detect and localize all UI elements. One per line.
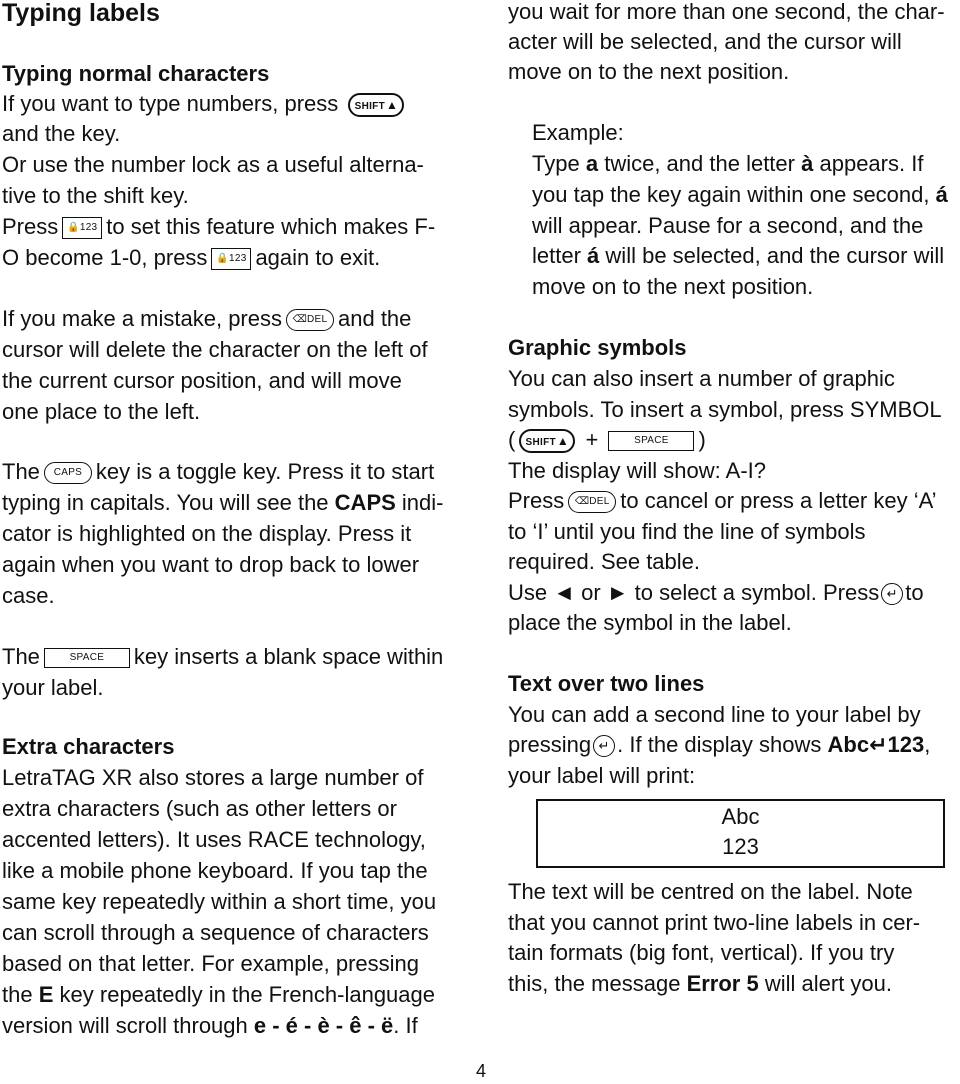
caps-key-icon: CAPS <box>44 462 92 484</box>
heading-text-over-two-lines: Text over two lines <box>508 671 705 696</box>
text: . If the display shows <box>617 732 822 757</box>
text-line <box>508 425 706 455</box>
text: again to exit. <box>255 245 381 270</box>
text-line: cator is highlighted on the display. Press it <box>2 521 412 546</box>
text: The <box>2 459 40 484</box>
label-preview-line-1: Abc <box>721 804 760 829</box>
text: version will scroll through <box>2 1013 248 1038</box>
space-key-icon: SPACE <box>44 648 130 668</box>
text-line: You can add a second line to your label by <box>508 702 921 727</box>
text-line <box>2 212 435 242</box>
text-line: that you cannot print two-line labels in cer- <box>508 910 921 935</box>
text-line: can scroll through a sequence of characters <box>2 920 429 945</box>
text-line <box>2 488 444 518</box>
text-line <box>2 980 435 1010</box>
numlock-key-icon: 🔒123 <box>62 217 102 239</box>
text-line: like a mobile phone keyboard. If you tap the <box>2 858 428 883</box>
text-line <box>508 730 930 760</box>
delete-key-icon: ⌫DEL <box>286 309 334 331</box>
text: Type <box>532 151 580 176</box>
text-line <box>2 89 408 119</box>
text-line: move on to the next position. <box>508 59 790 84</box>
text-line <box>2 642 443 672</box>
text-line: one place to the left. <box>2 399 201 424</box>
text-line: tain formats (big font, vertical). If you try <box>508 940 895 965</box>
text-line: You can also insert a number of graphic <box>508 366 895 391</box>
heading-normal-characters: Typing normal characters <box>2 61 270 86</box>
text-line <box>532 149 923 179</box>
text: appears. If <box>819 151 924 176</box>
text: and the <box>338 306 412 331</box>
bold-key-letter: E <box>38 982 54 1007</box>
text-line <box>508 578 924 608</box>
text-line: Or use the number lock as a useful alterna- <box>2 152 424 177</box>
text-line <box>2 243 380 273</box>
label-preview-line-2: 123 <box>722 834 759 859</box>
text: ( <box>508 427 516 452</box>
text: , <box>924 732 931 757</box>
space-key-icon: SPACE <box>608 431 694 451</box>
text: to cancel or press a letter key ‘A’ <box>620 488 937 513</box>
text-line: same key repeatedly within a short time, you <box>2 889 437 914</box>
page-number: 4 <box>476 1061 487 1081</box>
text: Press <box>2 214 59 239</box>
text: . If <box>393 1013 418 1038</box>
text-line: acter will be selected, and the cursor will <box>508 29 902 54</box>
text-line: based on that letter. For example, pressing <box>2 951 420 976</box>
text: you tap the key again within one second, <box>532 182 930 207</box>
text-line: the current cursor position, and will move <box>2 368 402 393</box>
text: key is a toggle key. Press it to start <box>95 459 435 484</box>
label-preview-box <box>536 799 945 868</box>
text: If you want to type numbers, press <box>2 91 339 116</box>
bold-letter: à <box>801 151 814 176</box>
text: letter <box>532 243 581 268</box>
text: this, the message <box>508 971 681 996</box>
text: will be selected, and the cursor will <box>605 243 945 268</box>
text: Press <box>508 488 565 513</box>
character-sequence: e - é - è - ê - ë <box>253 1013 394 1038</box>
text-line: The text will be centred on the label. Note <box>508 879 913 904</box>
text: Use ◄ or ► to select a symbol. Press <box>508 580 880 605</box>
text-line <box>508 969 892 999</box>
text-line: required. See table. <box>508 549 701 574</box>
delete-key-icon: ⌫DEL <box>568 491 616 513</box>
caps-indicator-text: CAPS <box>334 490 396 515</box>
text: will alert you. <box>764 971 892 996</box>
text: + <box>585 427 599 452</box>
text: twice, and the letter <box>604 151 795 176</box>
text-line: Example: <box>532 120 624 145</box>
text-line: you wait for more than one second, the char- <box>508 0 945 24</box>
text: The <box>2 644 40 669</box>
text-line <box>508 486 937 516</box>
text: key repeatedly in the French-language <box>59 982 435 1007</box>
text-line: The display will show: A-I? <box>508 458 766 483</box>
text-line: cursor will delete the character on the left of <box>2 337 428 362</box>
text-line: extra characters (such as other letters or <box>2 796 397 821</box>
page-title: Typing labels <box>2 0 160 27</box>
text-line: and the key. <box>2 121 121 146</box>
text-line: your label. <box>2 675 104 700</box>
numlock-key-icon: 🔒123 <box>211 248 251 270</box>
text: indi- <box>401 490 444 515</box>
text-line: symbols. To insert a symbol, press SYMBOL <box>508 397 942 422</box>
bold-letter: a <box>585 151 599 176</box>
shift-key-icon: SHIFT▲ <box>348 93 404 117</box>
text-line: will appear. Pause for a second, and the <box>532 213 924 238</box>
text-line <box>2 304 411 334</box>
text: pressing <box>508 732 592 757</box>
display-text: Abc↵123 <box>827 732 925 757</box>
text: key inserts a blank space within <box>133 644 444 669</box>
text: ) <box>698 427 706 452</box>
text-line: LetraTAG XR also stores a large number of <box>2 765 424 790</box>
text: typing in capitals. You will see the <box>2 490 329 515</box>
text-line: to ‘I’ until you find the line of symbols <box>508 519 866 544</box>
text-line: accented letters). It uses RACE technology, <box>2 827 426 852</box>
text: the <box>2 982 33 1007</box>
text-line: move on to the next position. <box>532 274 814 299</box>
enter-key-icon: ↵ <box>593 735 615 757</box>
heading-extra-characters: Extra characters <box>2 734 175 759</box>
text-line: case. <box>2 583 55 608</box>
text-line: again when you want to drop back to lower <box>2 552 420 577</box>
text-line <box>2 457 434 487</box>
heading-graphic-symbols: Graphic symbols <box>508 335 687 360</box>
text: O become 1-0, press <box>2 245 208 270</box>
bold-letter: á <box>587 243 600 268</box>
shift-key-icon: SHIFT▲ <box>519 429 575 453</box>
error-message: Error 5 <box>686 971 759 996</box>
text: to set this feature which makes F- <box>106 214 436 239</box>
text-line <box>532 241 944 271</box>
text: to <box>905 580 924 605</box>
text-line: place the symbol in the label. <box>508 610 792 635</box>
bold-letter: á <box>935 182 948 207</box>
text-line <box>2 1011 418 1041</box>
text-line: tive to the shift key. <box>2 183 189 208</box>
text-line <box>532 180 948 210</box>
enter-key-icon: ↵ <box>881 583 903 605</box>
text: If you make a mistake, press <box>2 306 282 331</box>
text-line: your label will print: <box>508 763 696 788</box>
